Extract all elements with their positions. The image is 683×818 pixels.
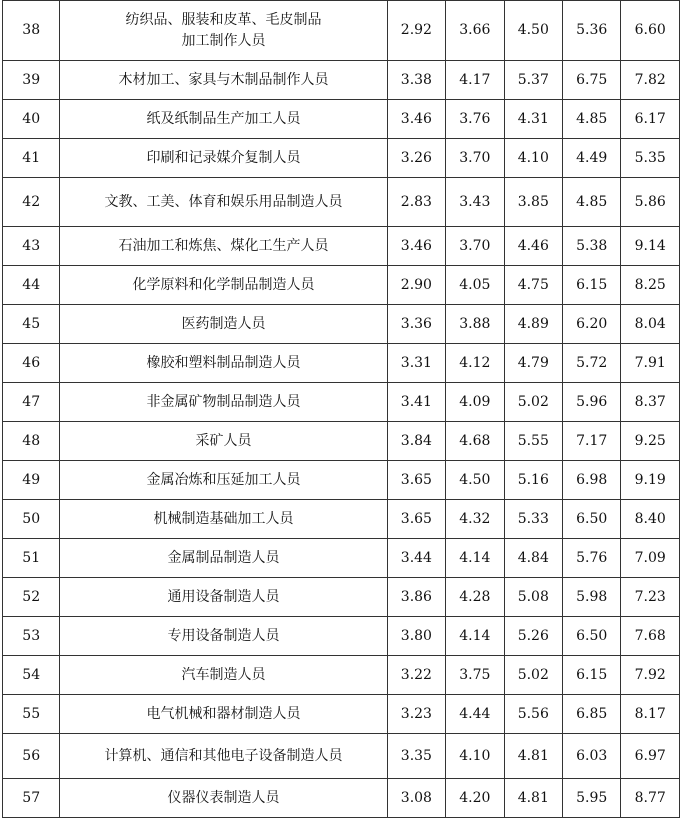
value-cell-2: 4.28 [446,578,504,617]
value-cell-2: 3.76 [446,100,504,139]
table-row [3,266,680,305]
value-cell-3: 5.02 [504,383,562,422]
row-number-cell: 55 [3,695,60,734]
occupation-name-cell: 医药制造人员 [60,305,387,344]
table-row [3,1,680,61]
row-number-cell: 41 [3,139,60,178]
row-number-cell: 38 [3,1,60,61]
table-body [3,1,680,818]
value-cell-3: 4.50 [504,1,562,61]
table-row [3,100,680,139]
value-cell-4: 4.85 [563,178,621,227]
value-cell-1: 3.38 [387,61,445,100]
row-number-cell: 50 [3,500,60,539]
value-cell-2: 4.44 [446,695,504,734]
row-number-cell: 42 [3,178,60,227]
value-cell-5: 7.92 [621,656,680,695]
value-cell-2: 4.20 [446,779,504,818]
row-number-cell: 40 [3,100,60,139]
row-number-cell: 43 [3,227,60,266]
occupation-name-cell: 文教、工美、体育和娱乐用品制造人员 [60,178,387,227]
value-cell-1: 3.41 [387,383,445,422]
wage-table [2,0,680,818]
occupation-name-cell: 石油加工和炼焦、煤化工生产人员 [60,227,387,266]
value-cell-2: 4.50 [446,461,504,500]
occupation-name-cell: 电气机械和器材制造人员 [60,695,387,734]
table-row [3,178,680,227]
value-cell-1: 3.31 [387,344,445,383]
value-cell-1: 3.65 [387,461,445,500]
occupation-name-cell: 机械制造基础加工人员 [60,500,387,539]
row-number-cell: 56 [3,734,60,779]
value-cell-5: 5.35 [621,139,680,178]
table-row [3,422,680,461]
value-cell-5: 6.60 [621,1,680,61]
value-cell-3: 5.37 [504,61,562,100]
value-cell-5: 8.17 [621,695,680,734]
value-cell-2: 3.88 [446,305,504,344]
occupation-name-cell: 金属冶炼和压延加工人员 [60,461,387,500]
value-cell-2: 4.09 [446,383,504,422]
value-cell-2: 4.17 [446,61,504,100]
row-number-cell: 44 [3,266,60,305]
value-cell-5: 7.82 [621,61,680,100]
value-cell-1: 3.46 [387,100,445,139]
value-cell-5: 7.09 [621,539,680,578]
table-row [3,695,680,734]
value-cell-5: 8.37 [621,383,680,422]
row-number-cell: 54 [3,656,60,695]
occupation-name-cell: 纸及纸制品生产加工人员 [60,100,387,139]
value-cell-2: 3.70 [446,227,504,266]
value-cell-1: 2.90 [387,266,445,305]
value-cell-3: 5.02 [504,656,562,695]
table-row [3,656,680,695]
value-cell-2: 3.43 [446,178,504,227]
value-cell-4: 6.85 [563,695,621,734]
value-cell-5: 5.86 [621,178,680,227]
row-number-cell: 49 [3,461,60,500]
value-cell-4: 6.15 [563,266,621,305]
value-cell-1: 3.08 [387,779,445,818]
value-cell-1: 3.35 [387,734,445,779]
row-number-cell: 52 [3,578,60,617]
row-number-cell: 39 [3,61,60,100]
value-cell-1: 3.86 [387,578,445,617]
value-cell-3: 3.85 [504,178,562,227]
value-cell-1: 2.92 [387,1,445,61]
value-cell-3: 5.56 [504,695,562,734]
value-cell-1: 3.46 [387,227,445,266]
table-row [3,734,680,779]
value-cell-3: 4.79 [504,344,562,383]
value-cell-4: 6.03 [563,734,621,779]
value-cell-4: 4.85 [563,100,621,139]
occupation-name-cell: 橡胶和塑料制品制造人员 [60,344,387,383]
value-cell-1: 2.83 [387,178,445,227]
value-cell-3: 4.89 [504,305,562,344]
table-row [3,139,680,178]
table-row [3,227,680,266]
value-cell-1: 3.22 [387,656,445,695]
value-cell-2: 4.05 [446,266,504,305]
value-cell-3: 5.33 [504,500,562,539]
value-cell-4: 6.20 [563,305,621,344]
occupation-name-cell: 金属制品制造人员 [60,539,387,578]
table-row [3,305,680,344]
row-number-cell: 51 [3,539,60,578]
value-cell-5: 8.25 [621,266,680,305]
value-cell-3: 4.81 [504,734,562,779]
value-cell-3: 4.84 [504,539,562,578]
row-number-cell: 57 [3,779,60,818]
occupation-name-cell: 印刷和记录媒介复制人员 [60,139,387,178]
value-cell-1: 3.65 [387,500,445,539]
value-cell-2: 3.70 [446,139,504,178]
value-cell-5: 7.68 [621,617,680,656]
row-number-cell: 48 [3,422,60,461]
value-cell-4: 5.95 [563,779,621,818]
value-cell-4: 6.50 [563,500,621,539]
value-cell-1: 3.80 [387,617,445,656]
value-cell-2: 4.68 [446,422,504,461]
table-row [3,344,680,383]
value-cell-3: 5.26 [504,617,562,656]
value-cell-4: 6.50 [563,617,621,656]
value-cell-2: 4.10 [446,734,504,779]
value-cell-2: 3.75 [446,656,504,695]
value-cell-3: 4.81 [504,779,562,818]
occupation-name-cell: 纺织品、服装和皮革、毛皮制品 加工制作人员 [60,1,387,61]
occupation-name-cell: 木材加工、家具与木制品制作人员 [60,61,387,100]
table-row [3,383,680,422]
value-cell-4: 6.98 [563,461,621,500]
table-row [3,578,680,617]
row-number-cell: 53 [3,617,60,656]
value-cell-5: 8.04 [621,305,680,344]
value-cell-1: 3.36 [387,305,445,344]
value-cell-4: 5.96 [563,383,621,422]
occupation-name-cell: 采矿人员 [60,422,387,461]
value-cell-3: 4.75 [504,266,562,305]
value-cell-4: 6.15 [563,656,621,695]
value-cell-4: 6.75 [563,61,621,100]
table-row [3,539,680,578]
row-number-cell: 45 [3,305,60,344]
value-cell-5: 7.23 [621,578,680,617]
value-cell-3: 4.46 [504,227,562,266]
occupation-name-cell: 通用设备制造人员 [60,578,387,617]
value-cell-4: 5.36 [563,1,621,61]
value-cell-5: 7.91 [621,344,680,383]
value-cell-4: 7.17 [563,422,621,461]
value-cell-1: 3.84 [387,422,445,461]
row-number-cell: 47 [3,383,60,422]
occupation-name-cell: 非金属矿物制品制造人员 [60,383,387,422]
value-cell-2: 4.14 [446,539,504,578]
occupation-name-cell: 化学原料和化学制品制造人员 [60,266,387,305]
value-cell-2: 4.14 [446,617,504,656]
value-cell-5: 8.40 [621,500,680,539]
table-row [3,779,680,818]
value-cell-4: 5.98 [563,578,621,617]
value-cell-4: 4.49 [563,139,621,178]
value-cell-4: 5.76 [563,539,621,578]
value-cell-3: 4.10 [504,139,562,178]
value-cell-5: 9.19 [621,461,680,500]
occupation-name-cell: 汽车制造人员 [60,656,387,695]
occupation-name-cell: 专用设备制造人员 [60,617,387,656]
value-cell-3: 4.31 [504,100,562,139]
table-row [3,500,680,539]
value-cell-3: 5.16 [504,461,562,500]
occupation-name-cell: 计算机、通信和其他电子设备制造人员 [60,734,387,779]
value-cell-3: 5.08 [504,578,562,617]
table-row [3,461,680,500]
value-cell-5: 9.14 [621,227,680,266]
value-cell-5: 6.97 [621,734,680,779]
value-cell-3: 5.55 [504,422,562,461]
table-row [3,617,680,656]
value-cell-4: 5.38 [563,227,621,266]
value-cell-2: 4.12 [446,344,504,383]
value-cell-5: 8.77 [621,779,680,818]
value-cell-1: 3.26 [387,139,445,178]
value-cell-2: 4.32 [446,500,504,539]
value-cell-2: 3.66 [446,1,504,61]
value-cell-1: 3.44 [387,539,445,578]
row-number-cell: 46 [3,344,60,383]
occupation-name-cell: 仪器仪表制造人员 [60,779,387,818]
table-row [3,61,680,100]
value-cell-1: 3.23 [387,695,445,734]
value-cell-5: 6.17 [621,100,680,139]
value-cell-4: 5.72 [563,344,621,383]
value-cell-5: 9.25 [621,422,680,461]
